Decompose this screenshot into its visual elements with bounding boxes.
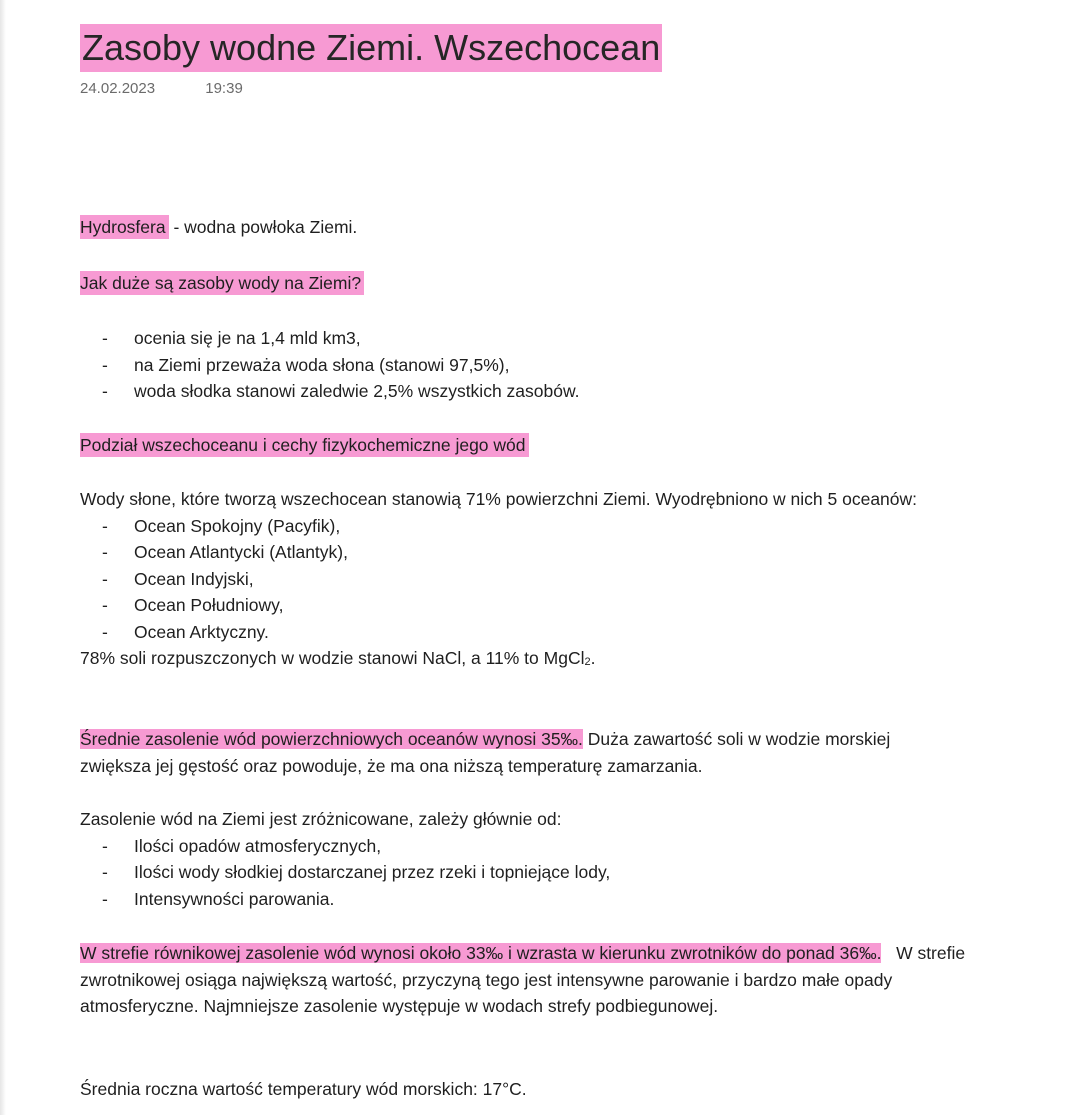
hydrosfera-term: Hydrosfera bbox=[80, 215, 169, 239]
section-heading: Jak duże są zasoby wody na Ziemi? bbox=[80, 271, 364, 295]
paragraph: Zasolenie wód na Ziemi jest zróżnicowane, zależy głównie od: bbox=[80, 809, 562, 829]
list-item: - Intensywności parowania. bbox=[102, 886, 1040, 913]
zones-rest: W strefie zwrotnikowej osiąga największą wartość, przyczyną tego jest intensywne parowanie i bardzo małe opady atmosferyczne. Najmniejsze zasolenie występuje w wodach strefy podbiegunowej. bbox=[80, 943, 970, 1016]
salinity-highlight: Średnie zasolenie wód powierzchniowych oceanów wynosi 35‰. bbox=[80, 729, 583, 749]
salt-text: 78% soli rozpuszczonych w wodzie stanowi NaCl, a 11% to MgCl bbox=[80, 648, 585, 668]
list-item: - Ocean Spokojny (Pacyfik), bbox=[102, 513, 980, 540]
note-meta bbox=[80, 80, 1040, 100]
note-title: Zasoby wodne Ziemi. Wszechocean bbox=[80, 24, 662, 72]
section-water-resources bbox=[80, 270, 1040, 297]
salt-end: . bbox=[590, 648, 596, 668]
list-item: - woda słodka stanowi zaledwie 2,5% wszystkich zasobów. bbox=[102, 378, 1040, 405]
salt-composition bbox=[80, 645, 980, 676]
note-time: 19:39 bbox=[205, 80, 243, 97]
water-resources-list-wrap bbox=[80, 325, 1040, 405]
list-item: - Ocean Arktyczny. bbox=[102, 619, 980, 646]
hydrosfera-text: - wodna powłoka Ziemi. bbox=[168, 217, 358, 237]
zones-paragraph bbox=[80, 940, 970, 1020]
list-item: - Ocean Indyjski, bbox=[102, 566, 980, 593]
list-item: - Ilości opadów atmosferycznych, bbox=[102, 833, 1040, 860]
list-item: - Ocean Atlantycki (Atlantyk), bbox=[102, 539, 980, 566]
salinity-paragraph bbox=[80, 726, 960, 779]
temperature-line: Średnia roczna wartość temperatury wód morskich: 17°C. bbox=[80, 1079, 527, 1099]
page-edge-shadow bbox=[0, 0, 6, 1115]
paragraph: Wody słone, które tworzą wszechocean stanowią 71% powierzchni Ziemi. Wyodrębniono w nich 5 oceanów: bbox=[80, 489, 918, 509]
hydrosfera-definition bbox=[80, 214, 1040, 241]
salt-subscript: 2 bbox=[584, 656, 591, 668]
list-item: - na Ziemi przeważa woda słona (stanowi 97,5%), bbox=[102, 352, 1040, 379]
ocean-list bbox=[80, 513, 980, 646]
zones-highlight: W strefie równikowej zasolenie wód wynosi około 33‰ i wzrasta w kierunku zwrotników do ponad 36‰. bbox=[80, 943, 882, 963]
list-item: - ocenia się je na 1,4 mld km3, bbox=[102, 325, 1040, 352]
ocean-intro bbox=[80, 486, 980, 676]
water-resources-list bbox=[80, 325, 1040, 405]
list-item: - Ocean Południowy, bbox=[102, 592, 980, 619]
salinity-factors bbox=[80, 806, 1040, 912]
salinity-rest: Duża zawartość soli w wodzie morskiej zwiększa jej gęstość oraz powoduje, że ma ona niższą temperaturę zamarzania. bbox=[80, 729, 891, 776]
section-ocean-division bbox=[80, 432, 1040, 459]
factors-list bbox=[80, 833, 1040, 913]
section-heading: Podział wszechoceanu i cechy fizykochemiczne jego wód bbox=[80, 433, 529, 457]
list-item: - Ilości wody słodkiej dostarczanej przez rzeki i topniejące lody, bbox=[102, 859, 1040, 886]
note-date: 24.02.2023 bbox=[80, 80, 156, 97]
document-page bbox=[80, 24, 1040, 100]
